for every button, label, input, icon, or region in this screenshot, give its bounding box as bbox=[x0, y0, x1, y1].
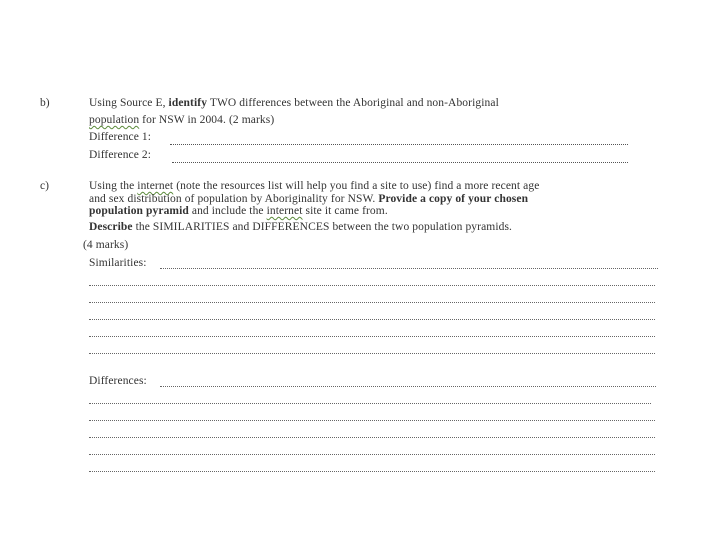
part-b-text-b: TWO differences between the Aboriginal and non-Aboriginal bbox=[207, 97, 499, 109]
similarities-answer-line[interactable] bbox=[89, 285, 655, 287]
part-b-question-line-2 bbox=[89, 114, 274, 127]
part-c-question-line-3 bbox=[89, 205, 388, 218]
part-c-text-f: the SIMILARITIES and DIFFERENCES between the two population pyramids. bbox=[132, 221, 513, 233]
differences-answer-line[interactable] bbox=[89, 454, 655, 456]
part-c-text-a: Using the bbox=[89, 180, 138, 192]
differences-answer-line[interactable] bbox=[89, 471, 655, 473]
part-b-text-c: for NSW in 2004. (2 marks) bbox=[139, 114, 275, 126]
part-b-identify: identify bbox=[168, 97, 208, 109]
part-c-label: c) bbox=[40, 180, 49, 192]
differences-answer-line[interactable] bbox=[89, 403, 651, 405]
part-c-internet-2: internet bbox=[266, 205, 303, 217]
part-c-population-pyramid: population pyramid bbox=[89, 205, 189, 217]
part-b-question-line-1 bbox=[89, 97, 499, 110]
part-c-question-line-4 bbox=[89, 221, 512, 234]
differences-answer-line[interactable] bbox=[160, 386, 656, 388]
difference-1-label: Difference 1: bbox=[89, 131, 152, 143]
part-c-marks: (4 marks) bbox=[83, 239, 129, 251]
part-c-internet-1: internet bbox=[137, 180, 174, 192]
difference-2-answer-line[interactable] bbox=[172, 149, 628, 163]
similarities-answer-line[interactable] bbox=[89, 302, 655, 304]
difference-1-answer-line[interactable] bbox=[170, 131, 628, 145]
part-b-population: population bbox=[89, 114, 140, 126]
differences-label: Differences: bbox=[89, 375, 147, 387]
similarities-answer-line[interactable] bbox=[89, 319, 655, 321]
part-c-text-c: and sex distribution of population by Aboriginality for NSW. bbox=[89, 193, 379, 205]
part-c-text-e: site it came from. bbox=[302, 205, 388, 217]
part-c-text-d: and include the bbox=[188, 205, 267, 217]
similarities-label: Similarities: bbox=[89, 257, 147, 269]
differences-answer-line[interactable] bbox=[89, 437, 655, 439]
part-c-text-b: (note the resources list will help you find a site to use) find a more recent age bbox=[173, 180, 540, 192]
part-c-question-line-1 bbox=[89, 180, 539, 193]
part-b-text-a: Using Source E, bbox=[89, 97, 169, 109]
difference-2-label: Difference 2: bbox=[89, 149, 152, 161]
differences-answer-line[interactable] bbox=[89, 420, 655, 422]
similarities-answer-line[interactable] bbox=[160, 268, 658, 270]
part-b-label: b) bbox=[40, 97, 50, 109]
similarities-answer-line[interactable] bbox=[89, 336, 655, 338]
part-c-provide-copy: Provide a copy of your chosen bbox=[378, 193, 529, 205]
part-c-describe: Describe bbox=[89, 221, 133, 233]
similarities-answer-line[interactable] bbox=[89, 353, 655, 355]
